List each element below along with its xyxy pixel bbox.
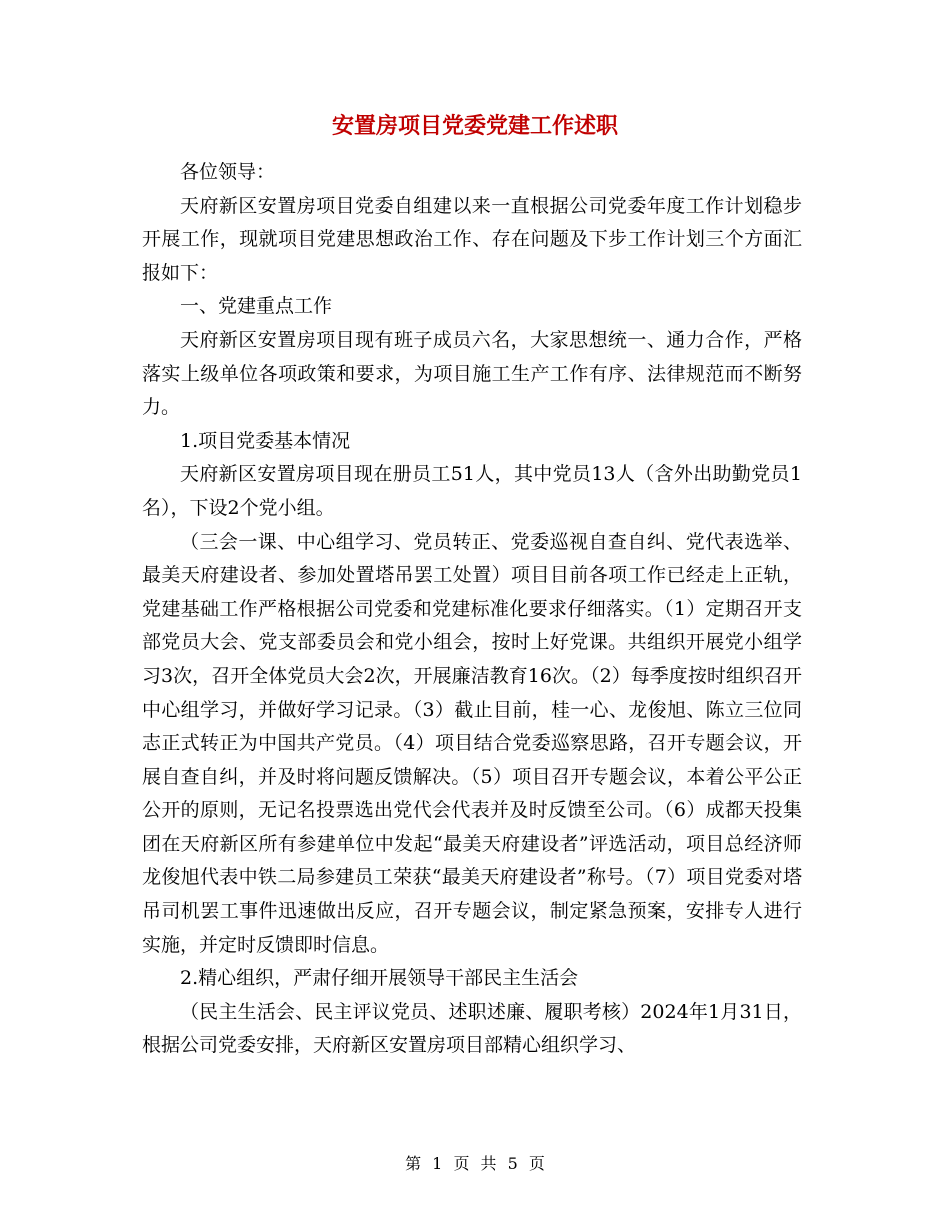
- heading-subsection-2: 2.精心组织，严肃仔细开展领导干部民主生活会: [180, 967, 579, 990]
- document-body: [142, 156, 802, 1063]
- paragraph-intro: 天府新区安置房项目党委自组建以来一直根据公司党委年度工作计划稳步开展工作，现就项目党建思想政治工作、存在问题及下步工作计划三个方面汇报如下：: [142, 194, 802, 284]
- document-title: 安置房项目党委党建工作述职: [331, 113, 618, 139]
- paragraph-salutation: 各位领导：: [180, 161, 276, 183]
- paragraph-team: 天府新区安置房项目现有班子成员六名，大家思想统一、通力合作，严格落实上级单位各项政策和要求，为项目施工生产工作有序、法律规范而不断努力。: [142, 328, 802, 419]
- heading-section-1: 一、党建重点工作: [180, 295, 333, 318]
- heading-subsection-1: 1.项目党委基本情况: [180, 429, 351, 452]
- paragraph-work-details: （三会一课、中心组学习、党员转正、党委巡视自查自纠、党代表选举、最美天府建设者、参加处置塔吊罢工处置）项目目前各项工作已经走上正轨，党建基础工作严格根据公司党委和党建标准化要求仔细落实。（1）定期召开支部党员大会、党支部委员会和党小组会，按时上好党课。共组织开展党小组学习3次，召开全体党员大会2次，开展廉洁教育16次。（2）每季度按时组织召开中心组学习，并做好学习记录。（3）截止目前，桂一心、龙俊旭、陈立三位同志正式转正为中国共产党员。（4）项目结合党委巡察思路，召开专题会议，开展自查自纠，并及时将问题反馈解决。（5）项目召开专题会议，本着公平公正公开的原则，无记名投票选出党代会代表并及时反馈至公司。（6）成都天投集团在天府新区所有参建单位中发起“最美天府建设者”评选活动，项目总经济师龙俊旭代表中铁二局参建员工荣获“最美天府建设者”称号。（7）项目党委对塔吊司机罢工事件迅速做出反应，召开专题会议，制定紧急预案，安排专人进行实施，并定时反馈即时信息。: [142, 530, 802, 956]
- paragraph-staff: 天府新区安置房项目现在册员工51人，其中党员13人（含外出助勤党员1名），下设2个党小组。: [142, 463, 802, 519]
- paragraph-democratic-meeting: （民主生活会、民主评议党员、述职述廉、履职考核）2024年1月31日，根据公司党委安排，天府新区安置房项目部精心组织学习、: [142, 1000, 802, 1057]
- page-footer: 第 1 页 共 5 页: [405, 1154, 545, 1173]
